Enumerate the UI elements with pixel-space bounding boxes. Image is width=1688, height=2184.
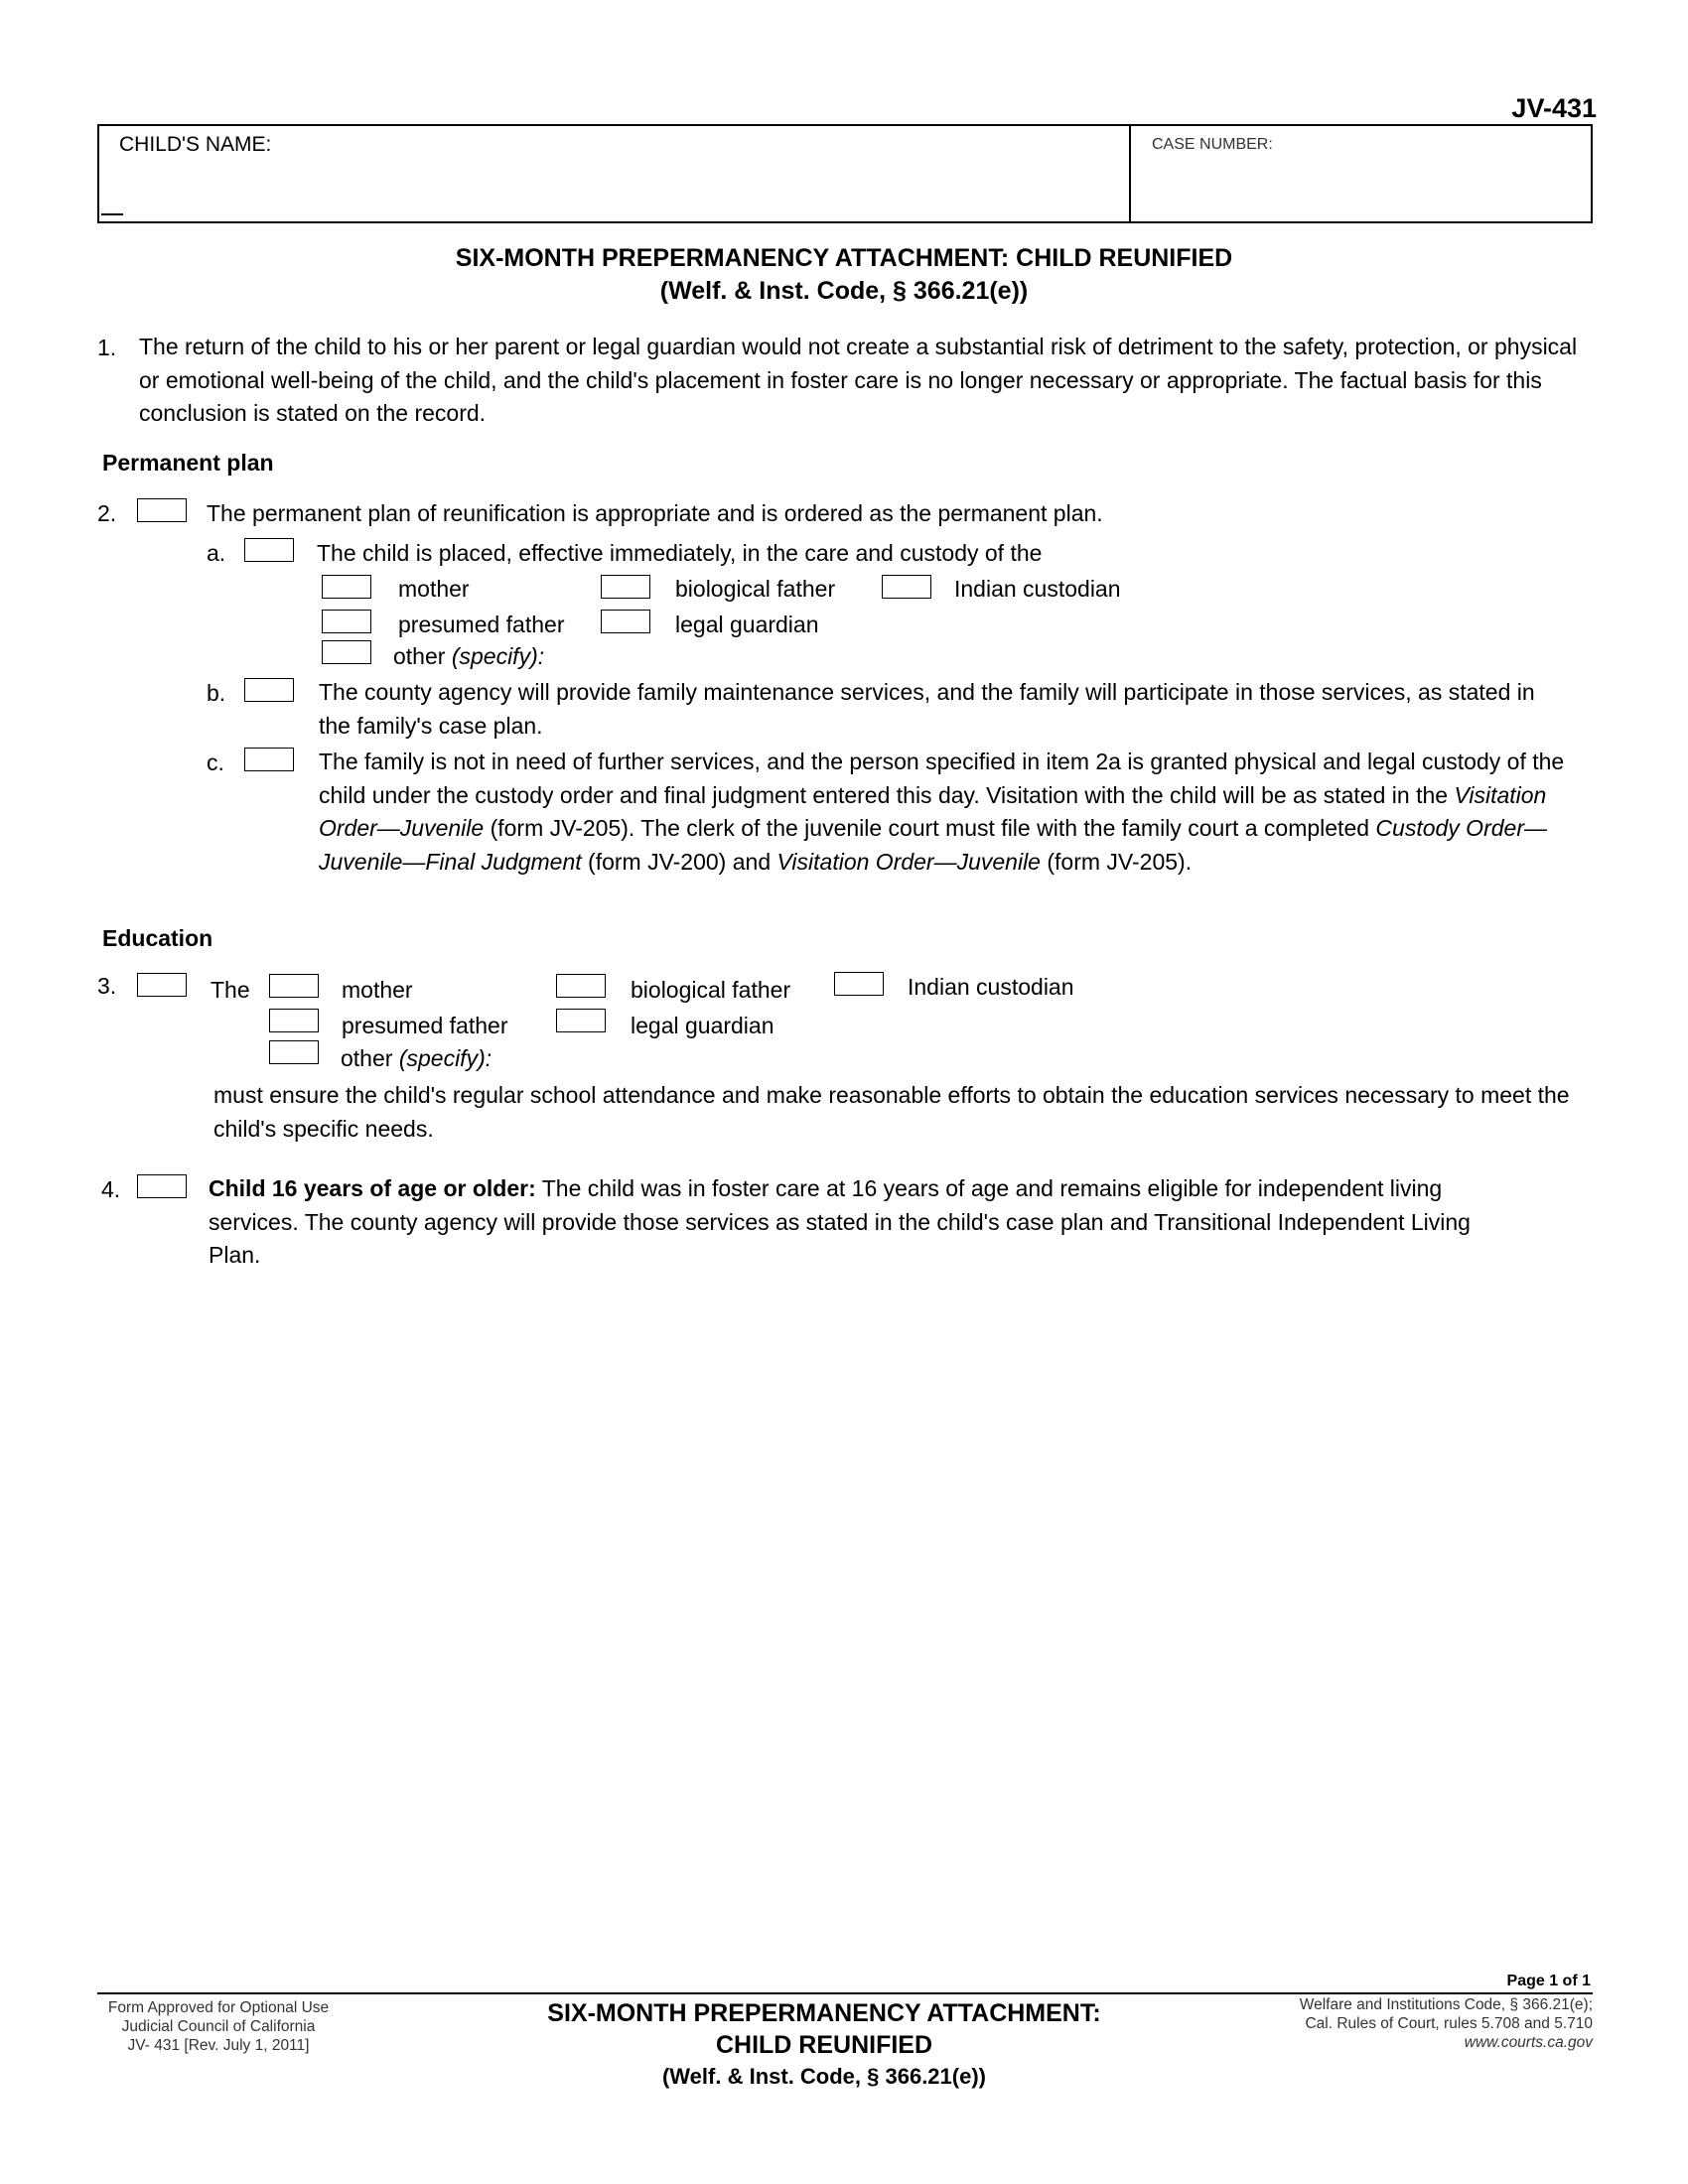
child-name-label: CHILD'S NAME: [119, 133, 272, 156]
item3-mother-label: mother [342, 977, 413, 1003]
item3-other-specify: (specify): [398, 1045, 492, 1071]
item2-checkbox[interactable] [137, 498, 187, 522]
item2a-indian-custodian-checkbox[interactable] [882, 575, 931, 599]
item3-presumed-father-checkbox[interactable] [269, 1009, 319, 1032]
item4-number: 4. [101, 1176, 121, 1202]
courts-website-link[interactable]: www.courts.ca.gov [1464, 2034, 1593, 2051]
item2a-biological-father-checkbox[interactable] [601, 575, 650, 599]
footer-right-line2: Cal. Rules of Court, rules 5.708 and 5.710 [1305, 2015, 1593, 2032]
item2b-checkbox[interactable] [244, 678, 294, 702]
item2a-other-text: other [393, 643, 446, 669]
item2a-indian-custodian-label: Indian custodian [954, 576, 1121, 602]
form-title-line1: SIX-MONTH PREPERMANENCY ATTACHMENT: CHILD REUNIFIED [455, 244, 1233, 272]
item2-number: 2. [97, 500, 117, 526]
item3-other-text: other [341, 1045, 393, 1071]
item2a-legal-guardian-label: legal guardian [675, 612, 819, 637]
item2a-mother-label: mother [398, 576, 470, 602]
footer-right [1300, 1995, 1593, 2052]
item2c-checkbox[interactable] [244, 748, 294, 771]
item2a-presumed-father-checkbox[interactable] [322, 610, 371, 633]
footer-left [97, 1998, 340, 2055]
footer-left-line3: JV- 431 [Rev. July 1, 2011] [127, 2037, 310, 2054]
footer-title-line2: CHILD REUNIFIED [715, 2031, 933, 2059]
text-cursor-mark [101, 213, 123, 215]
case-number-field[interactable] [1134, 156, 1591, 219]
item4-text [209, 1172, 1499, 1273]
item2c-text [319, 746, 1582, 879]
item2b-letter: b. [207, 680, 226, 706]
item3-biological-father-checkbox[interactable] [556, 974, 606, 998]
item3-number: 3. [97, 973, 117, 999]
footer-title [427, 1997, 1221, 2093]
item2a-checkbox[interactable] [244, 538, 294, 562]
item2c-letter: c. [207, 750, 224, 775]
item2a-other-label [393, 639, 544, 673]
item2c-text-part1: The family is not in need of further services, and the person specified in item 2a is granted physical and legal custody of the child under the custody order and final judgment entered this day. Visitation with the child will be as stated in the [319, 749, 1565, 808]
item3-presumed-father-label: presumed father [342, 1013, 508, 1038]
item4-checkbox[interactable] [137, 1174, 187, 1198]
page-indicator: Page 1 of 1 [1506, 1973, 1591, 1989]
footer-left-line2: Judicial Council of California [121, 2018, 316, 2035]
item3-the-label: The [211, 977, 250, 1003]
item1-text: The return of the child to his or her parent or legal guardian would not create a substantial risk of detriment to the safety, protection, or physical or emotional well-being of the child, and the child's placement in foster care is no longer necessary or appropriate. The factual basis for this conclusion is stated on the record. [139, 334, 1578, 426]
item3-biological-father-label: biological father [631, 977, 791, 1003]
child-name-field[interactable] [101, 156, 1124, 219]
item3-checkbox[interactable] [137, 973, 187, 997]
item2c-text-part2: (form JV-205). The clerk of the juvenile court must file with the family court a completed [484, 815, 1376, 841]
item2a-text: The child is placed, effective immediately, in the care and custody of the [317, 540, 1043, 566]
footer-left-line1: Form Approved for Optional Use [107, 1999, 330, 2016]
item3-text: must ensure the child's regular school attendance and make reasonable efforts to obtain the education services necessary to meet the child's specific needs. [213, 1082, 1570, 1142]
item3-legal-guardian-label: legal guardian [631, 1013, 774, 1038]
footer-right-line1: Welfare and Institutions Code, § 366.21(e); [1299, 1996, 1593, 2013]
item2a-biological-father-label: biological father [675, 576, 836, 602]
footer-rule [97, 1992, 1593, 1994]
item2c-text-part3: (form JV-200) and [581, 848, 777, 875]
footer-title-line1: SIX-MONTH PREPERMANENCY ATTACHMENT: [547, 1999, 1101, 2027]
footer-title-line3: (Welf. & Inst. Code, § 366.21(e)) [661, 2064, 986, 2089]
caption-divider [1129, 126, 1131, 221]
case-number-label: CASE NUMBER: [1152, 136, 1273, 153]
item2c-italic-3: Visitation Order—Juvenile [776, 848, 1041, 875]
form-title [0, 242, 1688, 308]
item3-other-label [341, 1041, 492, 1075]
item3-legal-guardian-checkbox[interactable] [556, 1009, 606, 1032]
item3-mother-checkbox[interactable] [269, 974, 319, 998]
item2c-text-part4: (form JV-205). [1040, 848, 1193, 875]
item2a-mother-checkbox[interactable] [322, 575, 371, 599]
item3-indian-custodian-checkbox[interactable] [834, 972, 884, 996]
form-number: JV-431 [1511, 93, 1597, 123]
item2b-text: The county agency will provide family maintenance services, and the family will participate in those services, as stated in the family's case plan. [319, 679, 1535, 739]
section-education: Education [102, 925, 213, 951]
item3-other-checkbox[interactable] [269, 1040, 319, 1064]
caption-box [97, 124, 1593, 223]
item2a-presumed-father-label: presumed father [398, 612, 565, 637]
item2-text: The permanent plan of reunification is appropriate and is ordered as the permanent plan. [207, 500, 1103, 526]
item4-body: The child was in foster care at 16 years of age and remains eligible for independent living services. The county agency will provide those services as stated in the child's case plan and Transitional Independent Living Plan. [209, 1175, 1471, 1268]
form-title-line2: (Welf. & Inst. Code, § 366.21(e)) [659, 277, 1029, 305]
item2a-legal-guardian-checkbox[interactable] [601, 610, 650, 633]
item2c-italic-2: Custody Order—Juvenile—Final Judgment [319, 815, 1547, 875]
item1-number: 1. [97, 335, 117, 360]
item2a-other-specify: (specify): [451, 643, 545, 669]
item2c-italic-1: Visitation Order—Juvenile [319, 781, 1547, 841]
item2a-letter: a. [207, 540, 226, 566]
section-permanent-plan: Permanent plan [102, 450, 274, 476]
item2a-other-checkbox[interactable] [322, 640, 371, 664]
item3-indian-custodian-label: Indian custodian [908, 974, 1074, 1000]
item4-bold-lead: Child 16 years of age or older: [209, 1175, 536, 1201]
